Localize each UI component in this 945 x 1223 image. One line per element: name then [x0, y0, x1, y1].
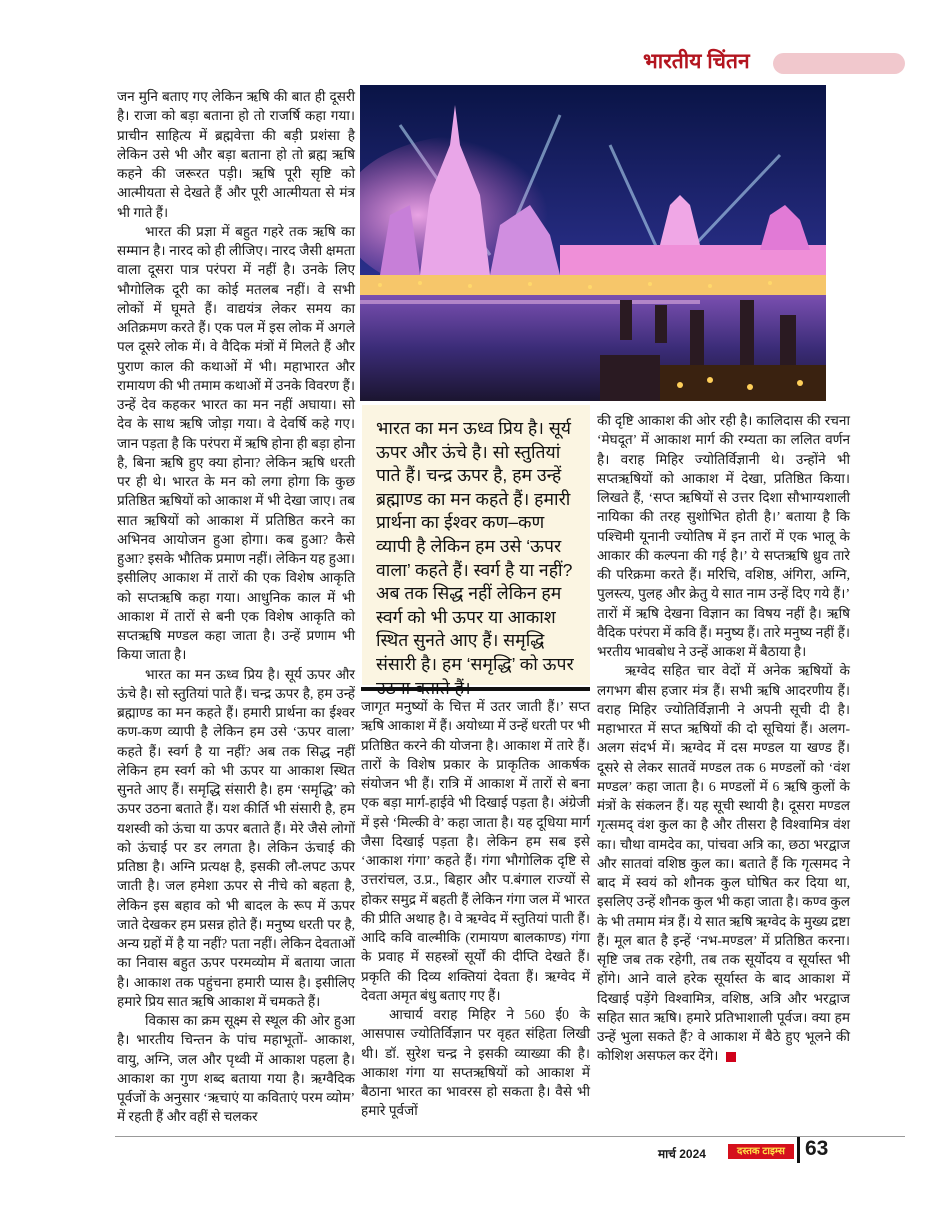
page-number: 63 [805, 1137, 829, 1160]
page-number-bar [797, 1137, 800, 1163]
magazine-logo: दस्तक टाइम्स [728, 1144, 794, 1159]
pull-quote [362, 405, 590, 685]
article-paragraph: विकास का क्रम सूक्ष्म से स्थूल की ओर हुआ है। भारतीय चिन्तन के पांच महाभूतों- आकाश, वायु, अग्नि, जल और पृथ्वी में आकाश पहला है। आकाश का गुण शब्द बताया गया है। ऋग्वैदिक पूर्वजों के अनुसार ‘ऋचाएं या कविताएं परम व्योम’ में रहती हैं और वहीं से चलकर [117, 1013, 355, 1125]
issue-date: मार्च 2024 [658, 1147, 706, 1161]
article-paragraph: ऋग्वेद सहित चार वेदों में अनेक ऋषियों के लगभग बीस हजार मंत्र हैं। सभी ऋषि आदरणीय हैं। वराह मिहिर ज्योतिर्विज्ञानी ने अपनी सूची दी है। महाभारत में सप्त ऋषियों की दो सूचियां हैं। अलग-अलग संदर्भ में। ऋग्वेद में दस मण्डल या खण्ड हैं। दूसरे से लेकर सातवें मण्डल तक 6 मण्डलों को ‘वंश मण्डल’ कहा जाता है। 6 मण्डलों में 6 ऋषि कुलों के मंत्रों के संकलन हैं। यह सूची स्थायी है। दूसरा मण्डल गृत्समद् वंश कुल का है और तीसरा है विश्वामित्र वंश का। चौथा वामदेव का, पांचवा अत्रि का, छठा भरद्वाज और सातवां वशिष्ठ कुल का। बताते हैं कि गृत्समद ने बाद में स्वयं को शौनक कुल घोषित कर दिया था, इसलिए उन्हें शौनक कुल भी कहा जाता है। कण्व कुल के भी तमाम मंत्र हैं। ये सात ऋषि ऋग्वेद के मुख्य द्रष्टा हैं। मूल बात है इन्हें ‘नभ-मण्डल’ में प्रतिष्ठित करना। सृष्टि जब तक रहेगी, तब तक सूर्योदय व सूर्यास्त भी होंगे। आने वाले हरेक सूर्यास्त के बाद आकाश में दिखाई पड़ेंगे विश्वामित्र, वशिष्ठ, अत्रि और भरद्वाज सहित सात ऋषि। हमारे प्रतिभाशाली पूर्वज। क्या हम उन्हें भुला सकते हैं? वे आकाश में बैठे हुए भूलने की कोशिश असफल कर देंगे। [597, 663, 850, 1064]
section-title: भारतीय चिंतन [643, 50, 750, 73]
article-paragraph: भारत का मन ऊध्व प्रिय है। सूर्य ऊपर और ऊंचे है। सो स्तुतियां पाते हैं। चन्द्र ऊपर है, हम उन्हें ब्रह्माण्ड का मन कहते हैं। हमारी प्रार्थना का ईश्वर कण-कण व्यापी है लेकिन हम उसे ‘ऊपर वाला’ कहते हैं। स्वर्ग है या नहीं? अब तक सिद्ध नहीं लेकिन हम स्वर्ग को भी ऊपर या आकाश स्थित सुनते आए हैं। समृद्धि संसारी है। हम ‘समृद्धि’ को ऊपर उठना बताते हैं। यश कीर्ति भी संसारी है, हम यशस्वी को ऊंचा या ऊपर बताते हैं। मेरे जैसे लोगों को ऊंचाई पर डर लगता है। लेकिन ऊंचाई की प्रतिष्ठा है। अग्नि प्रत्यक्ष है, इसकी लौ-लपट ऊपर जाती है। जल हमेशा ऊपर से नीचे को बहता है, लेकिन इस बहाव को भी बादल के रूप में ऊपर जाते देखकर हम प्रसन्न होते हैं। मनुष्य धरती पर है, अन्य ग्रहों में है या नहीं? पता नहीं। लेकिन देवताओं का निवास बहुत ऊपर परमव्योम में बताया जाता है। आकाश तक पहुंचना हमारी प्यास है। इसीलिए हमारे प्रिय सात ऋषि आकाश में चमकते हैं। [117, 666, 355, 1009]
article-paragraph: आचार्य वराह मिहिर ने 560 ई0 के आसपास ज्योतिर्विज्ञान पर वृहत संहिता लिखी थी। डॉ. सुरेश चन्द्र ने इसकी व्याख्या की है। आकाश गंगा या सप्तऋषियों को आकाश में बैठाना भारत का भावरस हो सकता है। वैसे भी हमारे पूर्वजों [361, 1007, 590, 1119]
article-column-middle [361, 697, 590, 1121]
article-paragraph: जन मुनि बताए गए लेकिन ऋषि की बात ही दूसरी है। राजा को बड़ा बताना हो तो राजर्षि कहा गया। प्राचीन साहित्य में ब्रह्मवेत्ता की बड़ी प्रशंसा है लेकिन उसे भी और बड़ा बताना हो तो ब्रह्म ऋषि कहने की जरूरत पड़ी। ऋषि पूरी सृष्टि को आत्मीयता से देखते हैं और पूरी आत्मीयता से मंत्र भी गाते हैं। [117, 89, 355, 220]
article-paragraph: की दृष्टि आकाश की ओर रही है। कालिदास की रचना ‘मेघदूत’ में आकाश मार्ग की रम्यता का ललित वर्णन है। वराह मिहिर ज्योतिर्विज्ञानी थे। उन्होंने भी सप्तऋषियों को आकाश में देखा, प्रतिष्ठित किया। लिखते हैं, ‘सप्त ऋषियों से उत्तर दिशा सौभाग्यशाली नायिका की तरह सुशोभित होती है।’ बताया है कि पश्चिमी यूनानी ज्योतिष में इन तारों में एक भालू के आकार की कल्पना की गई है।’ ये सप्तऋषि ध्रुव तारे की परिक्रमा करते हैं। मरिचि, वशिष्ठ, अंगिरा, अग्नि, पुलस्त्य, पुलह और क्रेतु ये सात नाम उन्हें दिए गये हैं।’ तारों में ऋषि देखना विज्ञान का विषय नहीं है। ऋषि वैदिक परंपरा में कवि हैं। मनुष्य हैं। तारे मनुष्य नहीं हैं। भरतीय भावबोध ने उन्हें आकश में बैठाया है। [597, 413, 850, 659]
footer-divider [115, 1136, 905, 1137]
article-paragraph: जागृत मनुष्यों के चित्त में उतर जाती हैं।’ सप्त ऋषि आकाश में हैं। अयोध्या में उन्हें धरती पर भी प्रतिष्ठित करने की योजना है। आकाश में तारे हैं। तारों के विशेष प्रकार के प्राकृतिक आकर्षक संयोजन भी हैं। रात्रि में आकाश में तारों से बना एक बड़ा मार्ग-हाईवे भी दिखाई पड़ता है। अंग्रेजी में इसे ‘मिल्की वे’ कहा जाता है। यह दूधिया मार्ग जैसा दिखाई पड़ता है। लेकिन हम सब इसे ‘आकाश गंगा’ कहते हैं। गंगा भौगोलिक दृष्टि से उत्तरांचल, उ.प्र., बिहार और प.बंगाल राज्यों से होकर समुद्र में बहती हैं लेकिन गंगा जल में भारत की प्रीति अथाह है। वे ऋग्वेद में स्तुतियां पाती हैं। आदि कवि वाल्मीकि (रामायण बालकाण्ड) गंगा के प्रवाह में सहस्त्रों सूर्यों की दीप्ति देखते हैं। प्रकृति की दिव्य शक्तियां देवता हैं। ऋग्वेद में देवता अमृत बंधु बताए गए हैं। [361, 699, 590, 1003]
article-column-left [117, 87, 355, 1127]
end-of-article-square-icon [726, 1052, 736, 1062]
pull-quote-divider [361, 687, 590, 691]
article-paragraph: भारत की प्रज्ञा में बहुत गहरे तक ऋषि का सम्मान है। नारद को ही लीजिए। नारद जैसी क्षमता वाला दूसरा पात्र परंपरा में नहीं है। उनके लिए भौगोलिक दूरी का कोई मतलब नहीं। वे सभी लोकों में घूमते हैं। वाद्ययंत्र लेकर समय का अतिक्रमण करते हैं। एक पल में इस लोक में अगले पल दूसरे लोक में। वे वैदिक मंत्रों में मिलते हैं और पुराण काल की कथाओं में भी। महाभारत और रामायण की भी तमाम कथाओं में उनके विवरण हैं। उन्हें देव कहकर भारत का मन नहीं अघाया। सो देव के साथ ऋषि जोड़ा गया। वे देवर्षि कहे गए। जान पड़ता है कि परंपरा में ऋषि होना ही बड़ा होना है, बिना ऋषि हुए क्या होना? लेकिन ऋषि धरती पर ही थे। भारत के मन को लगा होगा कि कुछ प्रतिष्ठित ऋषियों को आकाश में भी देखा जाए। तब सात ऋषियों को आकाश में प्रतिष्ठित करने का अभिनव आयोजन हुआ होगा। कब हुआ? कैसे हुआ? इसके भौतिक प्रमाण नहीं। लेकिन यह हुआ। इसीलिए आकाश में तारों की एक विशेष आकृति को सप्तऋषि कहा गया। आधुनिक काल में भी आकाश में तारों से बनी एक विशेष आकृति को सप्तऋषि मण्डल कहा जाता है। उन्हें प्रणाम भी किया जाता है। [117, 223, 355, 663]
section-pill-decoration [773, 53, 905, 74]
article-column-right [597, 411, 850, 1066]
illuminated-temple-photo [360, 85, 826, 401]
pull-quote-text: भारत का मन ऊध्व प्रिय है। सूर्य ऊपर और ऊंचे है। सो स्तुतियां पाते हैं। चन्द्र ऊपर है, हम उन्हें ब्रह्माण्ड का मन कहते हैं। हमारी प्रार्थना का ईश्वर कण–कण व्यापी है लेकिन हम उसे ‘ऊपर वाला’ कहते हैं। स्वर्ग है या नहीं? अब तक सिद्ध नहीं लेकिन हम स्वर्ग को भी ऊपर या आकाश स्थित सुनते आए हैं। समृद्धि संसारी है। हम ‘समृद्धि’ को ऊपर [376, 418, 574, 674]
temple-photo-icon [360, 85, 826, 401]
